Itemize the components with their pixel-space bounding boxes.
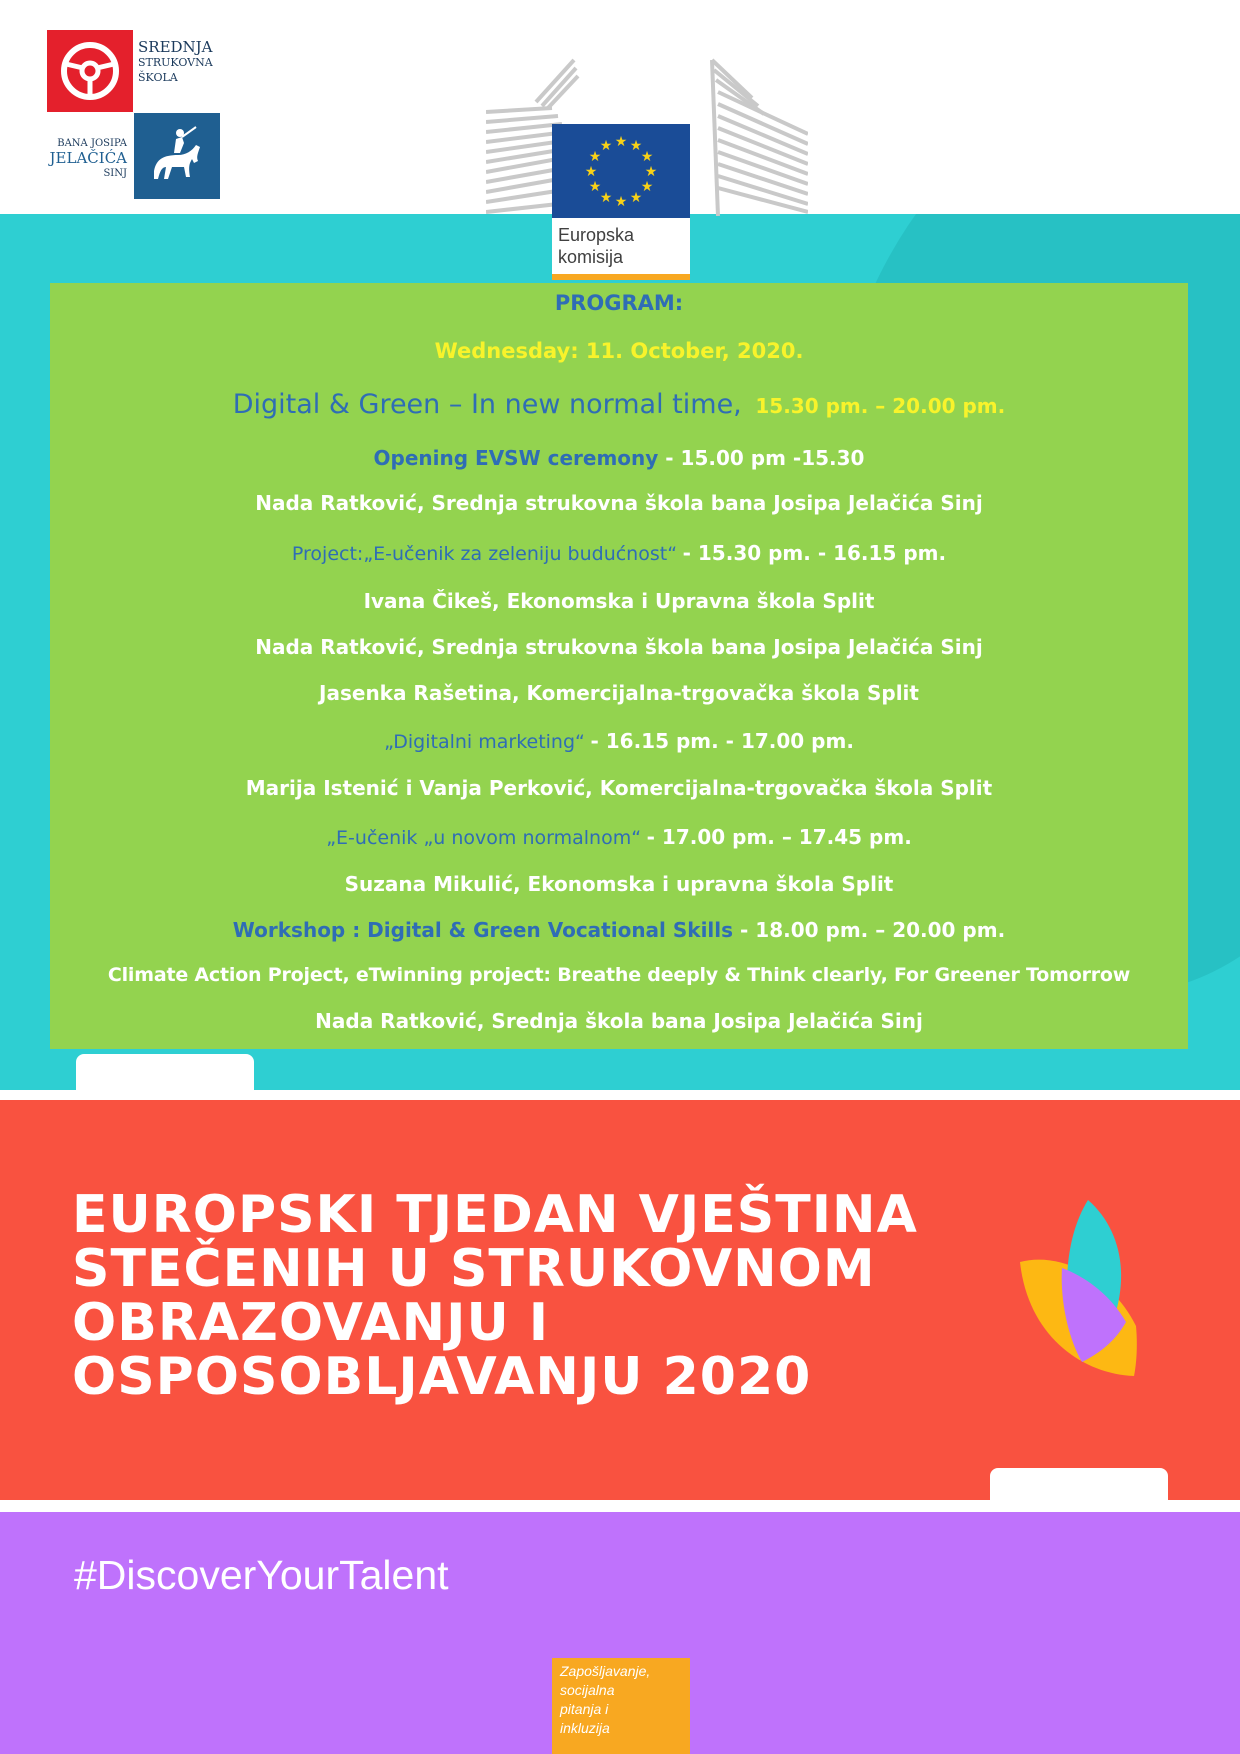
workshop-speaker: Nada Ratković, Srednja škola bana Josipa Jelačića Sinj xyxy=(315,1009,923,1033)
project1-line xyxy=(50,541,1188,565)
opening-time: - 15.00 pm -15.30 xyxy=(665,446,865,470)
session3-speaker: Suzana Mikulić, Ekonomska i upravna škola Split xyxy=(344,872,894,896)
dg-badge-text xyxy=(560,1662,686,1738)
main-title-line-3: OBRAZOVANJU I xyxy=(72,1293,550,1353)
workshop-time: - 18.00 pm. – 20.00 pm. xyxy=(740,918,1006,942)
project1-speaker-1: Ivana Čikeš, Ekonomska i Upravna škola Split xyxy=(363,589,875,613)
eu-stars-icon xyxy=(552,124,690,218)
theme-title: Digital & Green – In new normal time, xyxy=(232,389,742,420)
svg-text:★: ★ xyxy=(584,164,598,180)
project1-time: - 15.30 pm. - 16.15 pm. xyxy=(682,541,947,565)
decorative-tab xyxy=(990,1468,1168,1500)
school-logo xyxy=(47,30,225,200)
program-heading: PROGRAM: xyxy=(554,291,684,315)
svg-text:★: ★ xyxy=(640,179,654,195)
svg-text:★: ★ xyxy=(640,149,654,165)
session3-time: - 17.00 pm. – 17.45 pm. xyxy=(646,825,912,849)
ec-underline xyxy=(552,274,690,280)
opening-title: Opening EVSW ceremony xyxy=(373,446,659,470)
ec-label-box xyxy=(552,218,690,274)
svg-text:★: ★ xyxy=(599,138,613,154)
svg-text:★: ★ xyxy=(629,138,643,154)
theme-time: 15.30 pm. – 20.00 pm. xyxy=(755,394,1006,418)
main-title-line-2: STEČENIH U STRUKOVNOM xyxy=(72,1239,876,1299)
session2-title: „Digitalni marketing“ xyxy=(384,731,585,753)
dg-line-2: socijalna xyxy=(560,1682,615,1698)
steering-wheel-icon xyxy=(47,30,133,112)
school-name-bottom: BANA JOSIPA JELAČIĆA SINJ xyxy=(49,138,127,179)
session3-title: „E-učenik „u novom normalnom“ xyxy=(326,827,642,849)
main-title-line-1: EUROPSKI TJEDAN VJEŠTINA xyxy=(72,1185,918,1245)
horse-rider-icon xyxy=(134,113,220,199)
ec-label-line1: Europska xyxy=(558,225,635,245)
eu-flag xyxy=(552,124,690,218)
opening-speaker: Nada Ratković, Srednja strukovna škola bana Josipa Jelačića Sinj xyxy=(255,491,983,515)
opening-line xyxy=(50,446,1188,470)
session2-speaker: Marija Istenić i Vanja Perković, Komercijalna-trgovačka škola Split xyxy=(245,776,993,800)
main-title-line-4: OSPOSOBLJAVANJU 2020 xyxy=(72,1347,812,1407)
svg-text:★: ★ xyxy=(599,190,613,206)
decorative-tab xyxy=(76,1054,254,1090)
program-box xyxy=(50,283,1188,1049)
hashtag: #DiscoverYourTalent xyxy=(74,1552,449,1598)
dg-line-1: Zapošljavanje, xyxy=(560,1663,651,1679)
evsw-leaf-logo-icon xyxy=(1018,1198,1146,1378)
workshop-title: Workshop : Digital & Green Vocational Skills xyxy=(232,918,734,942)
main-title xyxy=(72,1185,952,1407)
dg-badge xyxy=(552,1658,690,1754)
project1-title: Project:„E-učenik za zeleniju budućnost“ xyxy=(291,543,678,565)
svg-text:★: ★ xyxy=(614,194,628,210)
dg-line-4: inkluzija xyxy=(560,1720,610,1736)
theme-line xyxy=(50,389,1188,420)
workshop-line xyxy=(50,918,1188,942)
svg-text:★: ★ xyxy=(588,149,602,165)
svg-text:★: ★ xyxy=(614,134,628,150)
dg-line-3: pitanja i xyxy=(560,1701,609,1717)
workshop-projects: Climate Action Project, eTwinning project: Breathe deeply & Think clearly, For Greener Tomorrow xyxy=(107,964,1131,986)
project1-speaker-3: Jasenka Rašetina, Komercijalna-trgovačka škola Split xyxy=(319,681,919,705)
ec-label-line2: komisija xyxy=(558,247,624,267)
svg-text:★: ★ xyxy=(629,190,643,206)
svg-text:★: ★ xyxy=(644,164,658,180)
project1-speaker-2: Nada Ratković, Srednja strukovna škola bana Josipa Jelačića Sinj xyxy=(255,635,983,659)
session2-line xyxy=(50,729,1188,753)
session2-time: - 16.15 pm. - 17.00 pm. xyxy=(590,729,854,753)
session3-line xyxy=(50,825,1188,849)
european-commission-logo xyxy=(486,56,808,280)
svg-text:★: ★ xyxy=(588,179,602,195)
program-date: Wednesday: 11. October, 2020. xyxy=(434,339,804,363)
school-name-top: SREDNJA STRUKOVNA ŠKOLA xyxy=(138,38,213,84)
